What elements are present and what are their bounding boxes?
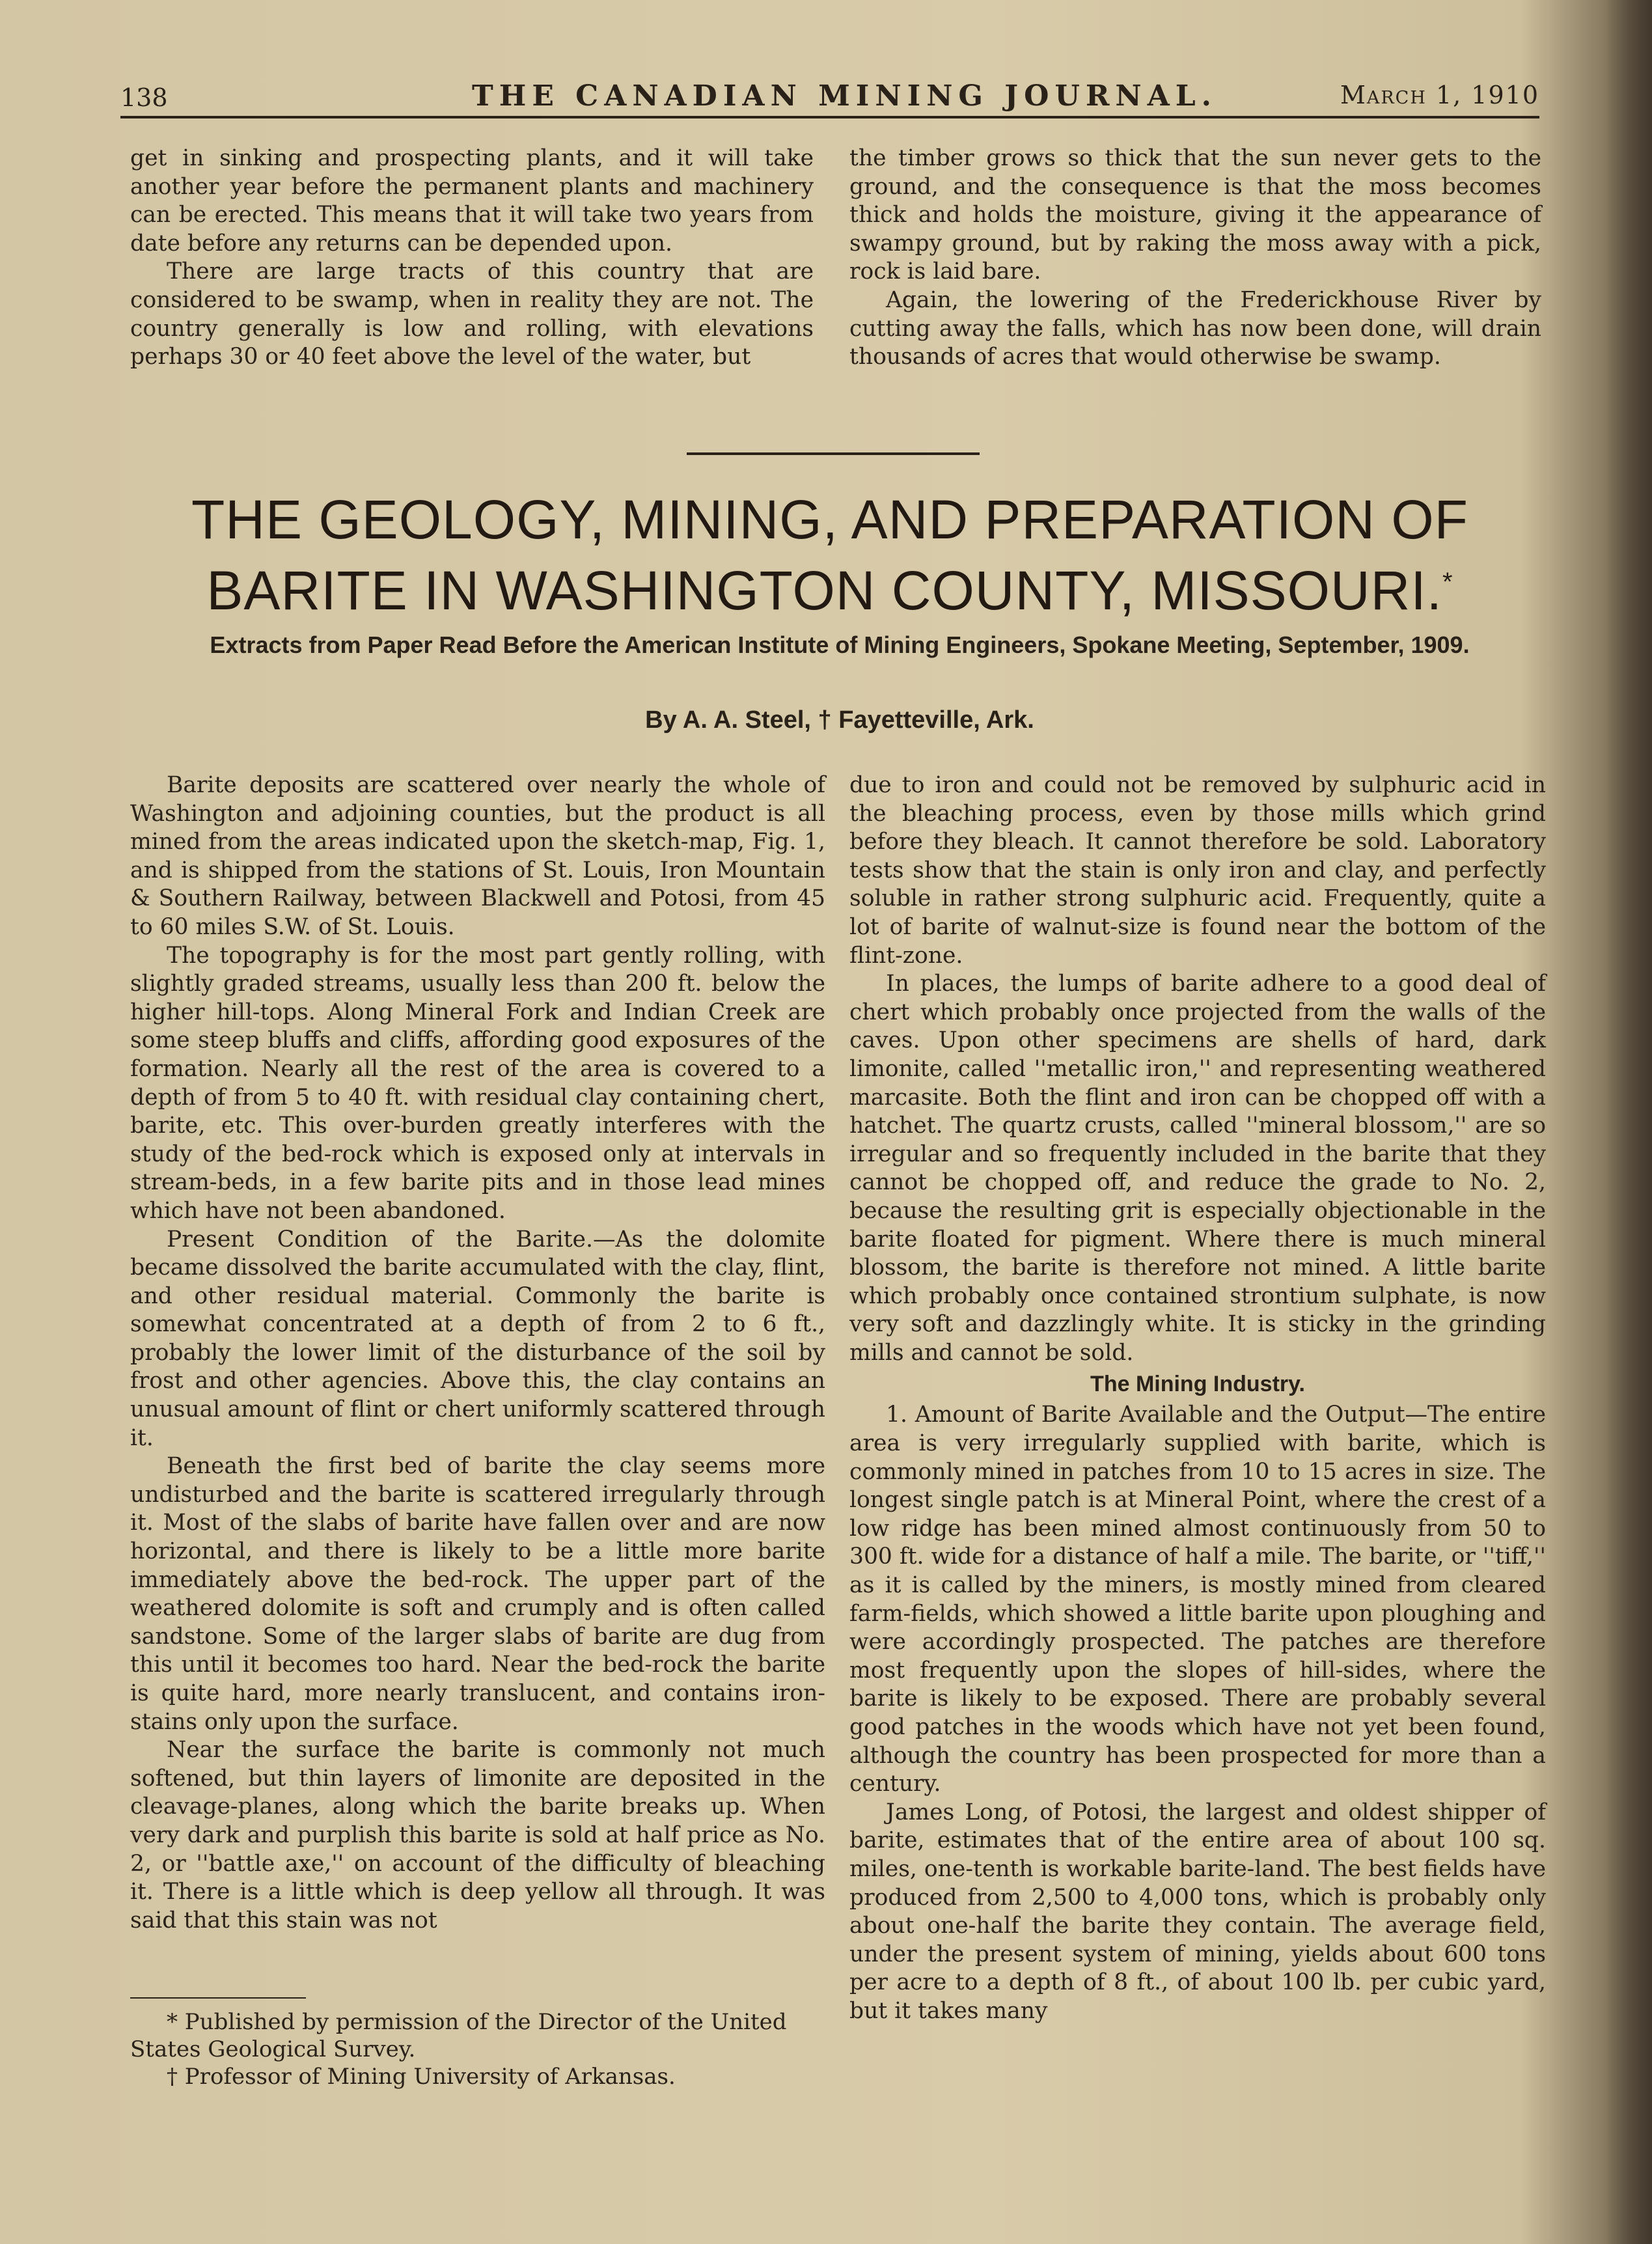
- article-title-line-2: [130, 551, 1530, 622]
- article-title: [130, 488, 1530, 622]
- left-column: [130, 771, 825, 1935]
- paragraph: Near the surface the barite is commonly not much softened, but thin layers of limonite are deposited in the cleavage-planes, along which the barite breaks up. When very dark and purplish this barite is sold at half price as No. 2, or ''battle axe,'' on account of the difficulty of bleaching it. There is a little which is deep yellow all through. It was said that this stain was not: [130, 1737, 825, 1933]
- section-separator: [687, 452, 980, 455]
- paragraph: Beneath the first bed of barite the clay seems more undisturbed and the barite is scattered irregularly through it. Most of the slabs of barite have fallen over and are now horizontal, and there is likely to be a little more barite immediately above the bed-rock. The upper part of the weathered dolomite is soft and crumply and is often called sandstone. Some of the larger slabs of barite are dug from this until it becomes too hard. Near the bed-rock the barite is quite hard, more nearly translucent, and contains iron-stains only upon the surface.: [130, 1453, 825, 1735]
- article-title-line-1: THE GEOLOGY, MINING, AND PREPARATION OF: [191, 489, 1468, 550]
- paragraph: Present Condition of the Barite.—As the dolomite became dissolved the barite accumulated with the clay, flint, and other residual material. Commonly the barite is somewhat concentrated at a depth of from 2 to 6 ft., probably the lower limit of the disturbance of the soil by frost and other agencies. Above this, the clay contains an unusual amount of flint or chert uniformly scattered through it.: [130, 1226, 825, 1451]
- journal-title: THE CANADIAN MINING JOURNAL.: [472, 79, 1217, 113]
- footnote-rule: [130, 1997, 306, 1999]
- paragraph: the timber grows so thick that the sun never gets to the ground, and the consequence is that the moss becomes thick and holds the moisture, giving it the appearance of swampy ground, but by raking the moss away with a pick, rock is laid bare.: [849, 145, 1541, 285]
- paragraph: due to iron and could not be removed by sulphuric acid in the bleaching process, even by those mills which grind before they bleach. It cannot therefore be sold. Laboratory tests show that the stain is only iron and clay, and perfectly soluble in rather strong sulphuric acid. Frequently, quite a lot of barite of walnut-size is found near the bottom of the flint-zone.: [849, 772, 1546, 969]
- footnote-mark: *: [1442, 568, 1453, 596]
- paragraph: 1. Amount of Barite Available and the Output—The entire area is very irregularly supplied with barite, which is commonly mined in patches from 10 to 15 acres in size. The longest single patch is at Mineral Point, where the crest of a low ridge has been mined almost continuously from 50 to 300 ft. wide for a distance of half a mile. The barite, or ''tiff,'' as it is called by the miners, is mostly mined from cleared farm-fields, which showed a little barite upon ploughing and were accordingly prospected. The patches are therefore most frequently upon the slopes of hill-sides, where the barite is likely to be exposed. There are probably several good patches in the woods which have not yet been found, although the country has been prospected for more than a century.: [849, 1402, 1546, 1797]
- paragraph: In places, the lumps of barite adhere to a good deal of chert which probably once projected from the walls of the caves. Upon other specimens are shells of hard, dark limonite, called ''metallic iron,'' and representing weathered marcasite. Both the flint and iron can be chopped off with a hatchet. The quartz crusts, called ''mineral blossom,'' are so irregular and so frequently included in the barite that they cannot be chopped off, and reduce the grade to No. 2, because the resulting grit is especially objectionable in the barite floated for pigment. Where there is much mineral blossom, the barite is therefore not mined. A little barite which probably once contained strontium sulphate, is now very soft and dazzlingly white. It is sticky in the grinding mills and cannot be sold.: [849, 971, 1546, 1366]
- paragraph: James Long, of Potosi, the largest and oldest shipper of barite, estimates that of the entire area of about 100 sq. miles, one-tenth is workable barite-land. The best fields have produced from 2,500 to 4,000 tons, which is probably only about one-half the barite they contain. The average field, under the present system of mining, yields about 600 tons per acre to a depth of 8 ft., of about 100 lb. per cubic yard, but it takes many: [849, 1799, 1546, 2024]
- paragraph: Barite deposits are scattered over nearly the whole of Washington and adjoining counties, but the product is all mined from the areas indicated upon the sketch-map, Fig. 1, and is shipped from the stations of St. Louis, Iron Mountain & Southern Railway, between Blackwell and Potosi, from 45 to 60 miles S.W. of St. Louis.: [130, 772, 825, 940]
- page-edge-shadow: [1606, 0, 1652, 2244]
- section-heading: The Mining Industry.: [1090, 1372, 1305, 1397]
- paragraph: get in sinking and prospecting plants, and it will take another year before the permanent plants and machinery can be erected. This means that it will take two years from date before any returns can be depended upon.: [130, 145, 814, 256]
- paragraph: There are large tracts of this country that are considered to be swamp, when in reality they are not. The country generally is low and rolling, with elevations perhaps 30 or 40 feet above the level of the water, but: [130, 258, 814, 370]
- footnote: * Published by permission of the Director of the United States Geological Survey.: [130, 2009, 787, 2062]
- top-right-column: [849, 145, 1541, 372]
- article-byline: By A. A. Steel, † Fayetteville, Ark.: [645, 706, 1034, 734]
- top-left-column: [130, 145, 814, 372]
- paragraph: Again, the lowering of the Frederickhouse River by cutting away the falls, which has now been done, will drain thousands of acres that would otherwise be swamp.: [849, 286, 1541, 370]
- issue-date: March 1, 1910: [1340, 81, 1539, 109]
- paragraph: The topography is for the most part gently rolling, with slightly graded streams, usually less than 200 ft. below the higher hill-tops. Along Mineral Fork and Indian Creek are some steep bluffs and cliffs, affording good exposures of the formation. Nearly all the rest of the area is covered to a depth of from 5 to 40 ft. with residual clay containing chert, barite, etc. This over-burden greatly interferes with the study of the bed-rock which is exposed only at intervals in stream-beds, in a few barite pits and in those lead mines which have not been abandoned.: [130, 942, 825, 1224]
- footnotes: [130, 2008, 827, 2090]
- right-column: [849, 771, 1546, 2026]
- page-number: 138: [120, 83, 168, 112]
- article-title-line-2-text: BARITE IN WASHINGTON COUNTY, MISSOURI.: [206, 560, 1443, 621]
- footnote: † Professor of Mining University of Arkansas.: [167, 2064, 676, 2090]
- header-rule: [120, 116, 1539, 118]
- article-subtitle: Extracts from Paper Read Before the American Institute of Mining Engineers, Spokane Meeting, September, 1909.: [210, 631, 1470, 658]
